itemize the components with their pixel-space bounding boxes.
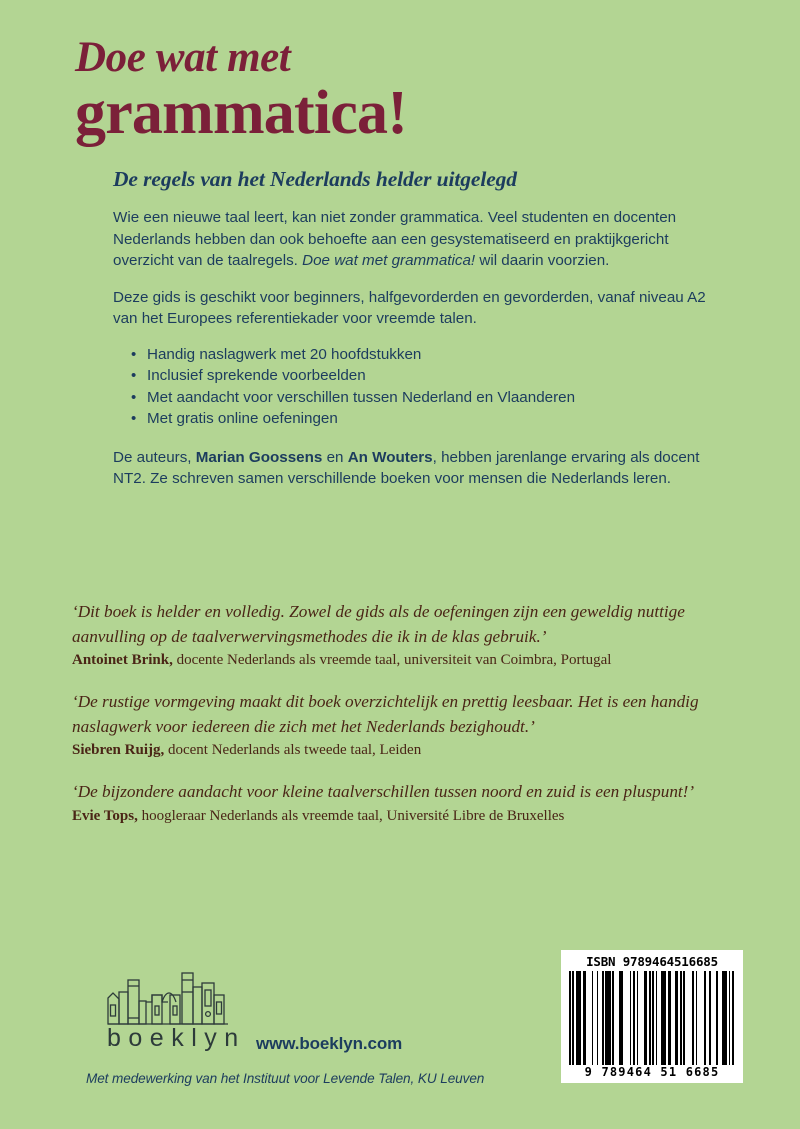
testimonial-author: Siebren Ruijg, [72, 742, 165, 758]
title-line-2: grammatica! [75, 79, 408, 147]
intro-title-mention: Doe wat met grammatica! [302, 252, 476, 269]
feature-label: Inclusief sprekende voorbeelden [147, 367, 366, 384]
features-list [113, 345, 713, 430]
barcode-digits: 9 789464 51 6685 [584, 1065, 720, 1079]
feature-label: Met aandacht voor verschillen tussen Nederland en Vlaanderen [147, 388, 576, 406]
testimonial-text: ‘De rustige vormgeving maakt dit boek overzichtelijk en prettig leesbaar. Het is een handig naslagwerk voor iedereen die zich met het Nederlands bezighoudt.’ [72, 692, 699, 736]
bullet-icon: • [131, 367, 137, 384]
testimonial-attribution [72, 806, 742, 827]
feature-label: Met gratis online oefeningen [147, 410, 338, 427]
bullet-icon: • [131, 388, 137, 406]
audience-paragraph: Deze gids is geschikt voor beginners, halfgevorderden en gevorderden, vanaf niveau A2 van het Europees referentiekader voor vreemde talen. [113, 288, 706, 327]
blurb-section [113, 166, 713, 505]
testimonial-author: Antoinet Brink, [72, 652, 173, 668]
authors-part-1: De auteurs, [113, 448, 196, 466]
author-name-1: Marian Goossens [195, 448, 323, 466]
testimonial-author: Evie Tops, [72, 807, 138, 824]
authors-part-3: , hebben jarenlange ervaring als docent NT2. Ze schreven samen verschillende boeken voor mensen die Nederlands leren. [113, 448, 700, 487]
isbn-label: ISBN 9789464516685 [586, 954, 718, 969]
feature-label: Handig naslagwerk met 20 hoofdstukken [147, 345, 422, 363]
list-item [131, 366, 713, 387]
intro-part-1: Wie een nieuwe taal leert, kan niet zonder grammatica. Veel studenten en docenten Nederlands hebben dan ook behoefte aan een gesystematiseerd en praktijkgericht overzicht van de taalregels. [113, 209, 677, 269]
intro-part-2: wil daarin voorzien. [475, 252, 610, 269]
authors-paragraph [113, 447, 713, 490]
intro-paragraph [113, 207, 713, 272]
testimonial-text: ‘De bijzondere aandacht voor kleine taalverschillen tussen noord en zuid is een pluspunt!’ [72, 782, 695, 801]
author-name-2: An Wouters [347, 448, 433, 466]
testimonial-role: docent Nederlands als tweede taal, Leiden [164, 742, 422, 758]
book-title [75, 34, 715, 147]
testimonial-attribution [72, 650, 742, 671]
barcode-bars [569, 971, 735, 1065]
title-line-1: Doe wat met [75, 34, 291, 81]
subtitle: De regels van het Nederlands helder uitgelegd [113, 167, 517, 191]
list-item [131, 345, 713, 366]
testimonial [72, 780, 742, 827]
testimonial [72, 600, 742, 671]
list-item [131, 388, 713, 409]
books-on-shelf-icon [106, 962, 232, 1026]
isbn-barcode [561, 950, 743, 1083]
collaboration-credit: Met medewerking van het Instituut voor Levende Talen, KU Leuven [86, 1071, 485, 1086]
testimonial-attribution [72, 740, 742, 761]
testimonial-text: ‘Dit boek is helder en volledig. Zowel de gids als de oefeningen zijn een geweldig nuttige aanvulling op de taalverwervingsmethodes die ik in de klas gebruik.’ [72, 602, 685, 646]
list-item [131, 409, 713, 430]
website-url[interactable]: www.boeklyn.com [256, 1034, 403, 1053]
bullet-icon: • [131, 410, 137, 427]
publisher-wordmark: boeklyn [107, 1024, 246, 1052]
bullet-icon: • [131, 345, 137, 363]
testimonial-role: hoogleraar Nederlands als vreemde taal, Université Libre de Bruxelles [137, 807, 565, 824]
testimonial [72, 690, 742, 761]
authors-part-2: en [322, 448, 348, 466]
testimonials-section [72, 600, 742, 846]
testimonial-role: docente Nederlands als vreemde taal, universiteit van Coimbra, Portugal [172, 652, 612, 668]
